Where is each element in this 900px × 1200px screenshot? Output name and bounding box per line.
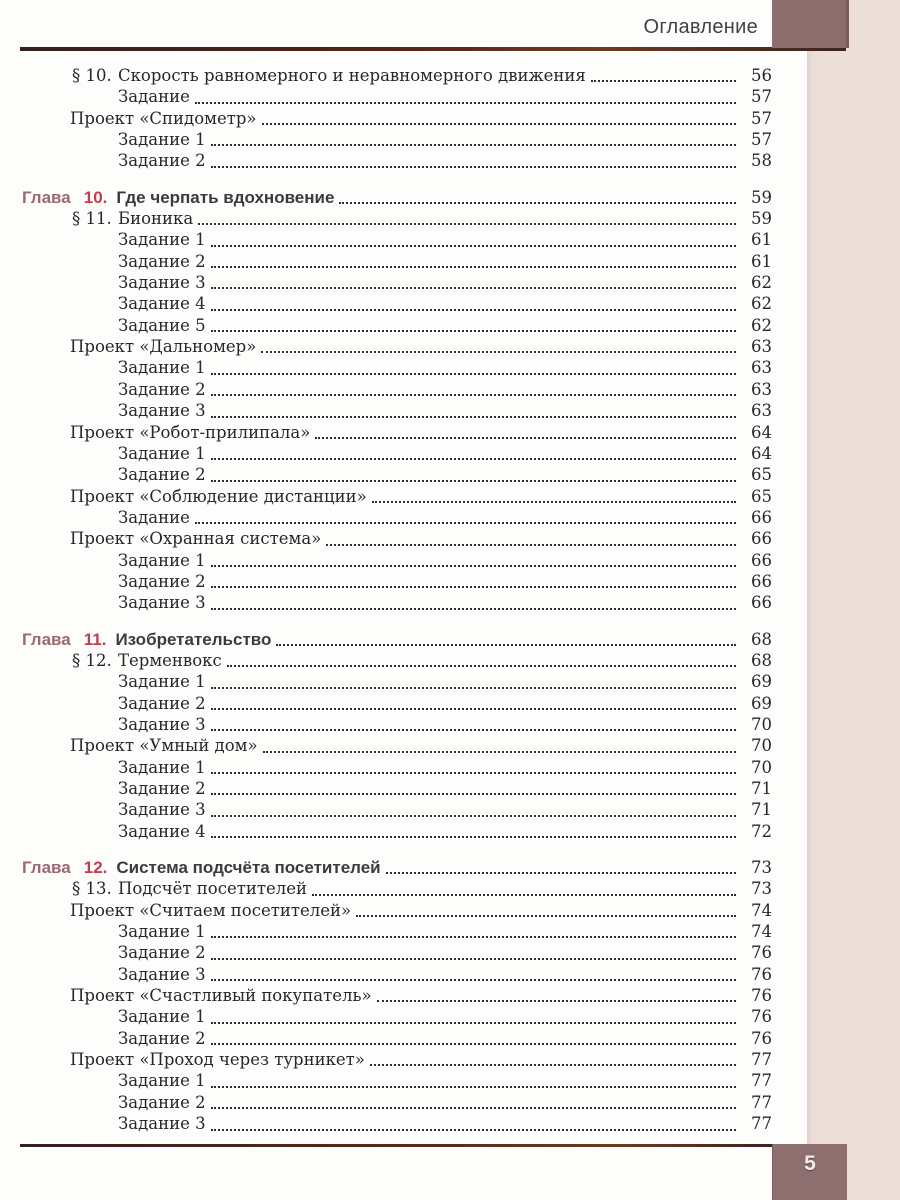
toc-entry-task	[22, 800, 772, 821]
task-title: Задание 1	[118, 358, 206, 378]
toc-entry-project	[22, 337, 772, 358]
dot-leader	[211, 936, 736, 938]
entry-page-number: 74	[751, 900, 772, 920]
entry-page-number: 69	[751, 672, 772, 692]
dot-leader	[211, 480, 736, 482]
corner-tab	[772, 0, 849, 48]
task-title: Задание 1	[118, 1007, 206, 1027]
entry-page-number: 65	[751, 465, 772, 485]
dot-leader	[211, 1129, 736, 1131]
toc-entry-task	[22, 1114, 772, 1135]
task-title: Задание 1	[118, 757, 206, 777]
entry-page-number: 66	[751, 529, 772, 549]
toc-entry-task	[22, 294, 772, 315]
entry-page-number: 63	[751, 358, 772, 378]
task-title: Задание 3	[118, 714, 206, 734]
toc-entry-task	[22, 465, 772, 486]
entry-page-number: 59	[751, 209, 772, 229]
entry-page-number: 77	[751, 1050, 772, 1070]
toc-entry-chapter	[22, 630, 772, 651]
chapter-number: 11.	[83, 629, 107, 649]
task-title: Задание 3	[118, 593, 206, 613]
dot-leader	[198, 223, 736, 225]
dot-leader	[211, 586, 736, 588]
task-title: Задание 3	[118, 273, 206, 293]
toc-entry-project	[22, 736, 772, 757]
chapter-word: Глава	[22, 629, 71, 649]
project-title: Проект «Охранная система»	[70, 529, 322, 549]
dot-leader	[195, 102, 736, 104]
toc-entry-task	[22, 130, 772, 151]
table-of-contents	[22, 66, 772, 1136]
dot-leader	[377, 1000, 736, 1002]
entry-page-number: 65	[751, 486, 772, 506]
section-label: § 12.	[72, 650, 112, 670]
entry-page-number: 71	[751, 779, 772, 798]
entry-page-number: 57	[751, 87, 772, 107]
chapter-number: 12.	[83, 858, 108, 878]
entry-page-number: 61	[751, 230, 772, 250]
toc-entry-task	[22, 572, 772, 593]
chapter-word: Глава	[22, 858, 71, 878]
dot-leader	[211, 373, 736, 375]
dot-leader	[339, 202, 736, 204]
toc-entry-chapter	[22, 858, 772, 879]
toc-entry-task	[22, 380, 772, 401]
toc-entry-task	[22, 965, 772, 986]
toc-entry-task	[22, 508, 772, 529]
footer-rule	[20, 1144, 773, 1147]
entry-page-number: 66	[751, 593, 772, 613]
entry-page-number: 77	[751, 1071, 772, 1091]
entry-page-number: 69	[751, 693, 772, 713]
section-title: Терменвокс	[118, 650, 222, 670]
entry-page-number: 68	[751, 650, 772, 670]
dot-leader	[211, 1107, 736, 1109]
task-title: Задание 1	[118, 672, 206, 692]
task-title: Задание 2	[118, 251, 206, 271]
dot-leader	[211, 144, 736, 146]
dot-leader	[211, 266, 736, 268]
dot-leader	[211, 687, 736, 689]
chapter-number: 10.	[83, 187, 108, 207]
task-title: Задание 2	[118, 693, 206, 713]
chapter-title: Система подсчёта посетителей	[116, 858, 381, 878]
task-title: Задание	[118, 87, 190, 107]
toc-entry-project	[22, 109, 772, 130]
task-title: Задание 3	[118, 800, 206, 820]
dot-leader	[372, 501, 736, 503]
dot-leader	[315, 437, 736, 439]
toc-entry-project	[22, 986, 772, 1007]
dot-leader	[211, 330, 736, 332]
dot-leader	[211, 1043, 736, 1045]
dot-leader	[326, 544, 736, 546]
task-title: Задание 2	[118, 379, 206, 399]
project-title: Проект «Робот-прилипала»	[70, 422, 311, 442]
task-title: Задание 1	[118, 922, 206, 942]
page-number-badge	[772, 1144, 847, 1200]
entry-page-number: 61	[751, 251, 772, 271]
dot-leader	[211, 772, 736, 774]
entry-page-number: 57	[751, 108, 772, 128]
toc-entry-task	[22, 401, 772, 422]
dot-leader	[227, 665, 736, 667]
section-label: § 11.	[72, 209, 112, 229]
dot-leader	[195, 522, 736, 524]
dot-leader	[211, 287, 736, 289]
task-title: Задание 1	[118, 1071, 206, 1091]
toc-entry-section	[22, 66, 772, 87]
entry-page-number: 73	[751, 879, 772, 899]
task-title: Задание 2	[118, 151, 206, 171]
toc-entry-task	[22, 230, 772, 251]
toc-entry-task	[22, 758, 772, 779]
toc-entry-project	[22, 529, 772, 550]
task-title: Задание 1	[118, 550, 206, 570]
dot-leader	[211, 458, 736, 460]
toc-entry-task	[22, 1007, 772, 1028]
section-label: § 10.	[72, 66, 112, 85]
toc-entry-task	[22, 694, 772, 715]
entry-page-number: 70	[751, 714, 772, 734]
dot-leader	[211, 309, 736, 311]
project-title: Проект «Проход через турникет»	[70, 1050, 365, 1070]
entry-page-number: 66	[751, 550, 772, 570]
project-title: Проект «Соблюдение дистанции»	[70, 486, 367, 506]
task-title: Задание 2	[118, 943, 206, 963]
dot-leader	[211, 166, 736, 168]
dot-leader	[312, 894, 736, 896]
section-label: § 13.	[72, 879, 112, 899]
task-title: Задание 5	[118, 315, 206, 335]
toc-entry-task	[22, 922, 772, 943]
toc-entry-task	[22, 943, 772, 964]
task-title: Задание 1	[118, 443, 206, 463]
task-title: Задание 4	[118, 821, 206, 841]
toc-entry-project	[22, 487, 772, 508]
page-number: 5	[804, 1152, 816, 1175]
entry-page-number: 70	[751, 736, 772, 756]
toc-entry-task	[22, 87, 772, 108]
task-title: Задание 2	[118, 465, 206, 485]
chapter-title: Изобретательство	[115, 629, 272, 649]
entry-page-number: 63	[751, 337, 772, 357]
dot-leader	[211, 416, 736, 418]
dot-leader	[370, 1064, 736, 1066]
toc-entry-task	[22, 551, 772, 572]
toc-entry-task	[22, 822, 772, 843]
dot-leader	[211, 245, 736, 247]
task-title: Задание 2	[118, 1092, 206, 1112]
entry-page-number: 77	[751, 1114, 772, 1134]
entry-page-number: 74	[751, 922, 772, 942]
dot-leader	[211, 1086, 736, 1088]
page-header-title: Оглавление	[643, 16, 758, 38]
toc-entry-task	[22, 252, 772, 273]
entry-page-number: 57	[751, 130, 772, 150]
project-title: Проект «Спидометр»	[70, 108, 257, 128]
toc-entry-project	[22, 1050, 772, 1071]
entry-page-number: 76	[751, 964, 772, 984]
toc-entry-task	[22, 316, 772, 337]
task-title: Задание	[118, 507, 190, 527]
toc-entry-task	[22, 672, 772, 693]
entry-page-number: 76	[751, 1028, 772, 1048]
entry-page-number: 63	[751, 401, 772, 421]
toc-entry-section	[22, 209, 772, 230]
dot-leader	[211, 815, 736, 817]
entry-page-number: 59	[751, 187, 772, 207]
entry-page-number: 62	[751, 273, 772, 293]
toc-entry-task	[22, 444, 772, 465]
toc-entry-task	[22, 273, 772, 294]
entry-page-number: 77	[751, 1092, 772, 1112]
dot-leader	[211, 958, 736, 960]
dot-leader	[211, 793, 736, 795]
toc-entry-section	[22, 651, 772, 672]
task-title: Задание 1	[118, 230, 206, 250]
toc-entry-project	[22, 423, 772, 444]
entry-page-number: 76	[751, 943, 772, 963]
toc-entry-section	[22, 879, 772, 900]
dot-leader	[386, 872, 736, 874]
toc-entry-chapter	[22, 188, 772, 209]
section-title: Бионика	[118, 209, 194, 229]
chapter-title: Где черпать вдохновение	[116, 187, 335, 207]
toc-entry-task	[22, 593, 772, 614]
entry-page-number: 63	[751, 379, 772, 399]
dot-leader	[211, 836, 736, 838]
entry-page-number: 56	[751, 66, 772, 85]
toc-entry-task	[22, 1029, 772, 1050]
dot-leader	[211, 729, 736, 731]
task-title: Задание 3	[118, 1114, 206, 1134]
entry-page-number: 73	[751, 858, 772, 878]
entry-page-number: 66	[751, 571, 772, 591]
toc-entry-task	[22, 151, 772, 172]
header-rule	[20, 47, 846, 51]
chapter-word: Глава	[22, 187, 71, 207]
entry-page-number: 64	[751, 443, 772, 463]
task-title: Задание 4	[118, 294, 206, 314]
dot-leader	[211, 608, 736, 610]
entry-page-number: 62	[751, 294, 772, 314]
toc-entry-task	[22, 1093, 772, 1114]
task-title: Задание 2	[118, 779, 206, 798]
task-title: Задание 2	[118, 1028, 206, 1048]
entry-page-number: 70	[751, 757, 772, 777]
section-title: Подсчёт посетителей	[118, 879, 307, 899]
toc-entry-project	[22, 901, 772, 922]
entry-page-number: 68	[751, 629, 772, 649]
project-title: Проект «Умный дом»	[70, 736, 258, 756]
dot-leader	[211, 979, 736, 981]
task-title: Задание 3	[118, 401, 206, 421]
dot-leader	[276, 644, 736, 646]
task-title: Задание 3	[118, 964, 206, 984]
entry-page-number: 72	[751, 821, 772, 841]
section-title: Скорость равномерного и неравномерного движения	[118, 66, 586, 85]
project-title: Проект «Считаем посетителей»	[70, 900, 352, 920]
entry-page-number: 58	[751, 151, 772, 171]
project-title: Проект «Дальномер»	[70, 337, 257, 357]
toc-entry-task	[22, 358, 772, 379]
toc-entry-task	[22, 1071, 772, 1092]
dot-leader	[211, 708, 736, 710]
entry-page-number: 71	[751, 800, 772, 820]
dot-leader	[211, 394, 736, 396]
toc-entry-task	[22, 715, 772, 736]
entry-page-number: 62	[751, 315, 772, 335]
dot-leader	[262, 123, 736, 125]
dot-leader	[263, 751, 736, 753]
task-title: Задание 1	[118, 130, 206, 150]
dot-leader	[211, 565, 736, 567]
entry-page-number: 76	[751, 1007, 772, 1027]
dot-leader	[211, 1022, 736, 1024]
entry-page-number: 76	[751, 986, 772, 1006]
task-title: Задание 2	[118, 571, 206, 591]
entry-page-number: 66	[751, 507, 772, 527]
dot-leader	[591, 80, 736, 82]
project-title: Проект «Счастливый покупатель»	[70, 986, 372, 1006]
dot-leader	[261, 351, 736, 353]
dot-leader	[356, 915, 736, 917]
entry-page-number: 64	[751, 422, 772, 442]
toc-entry-task	[22, 779, 772, 800]
